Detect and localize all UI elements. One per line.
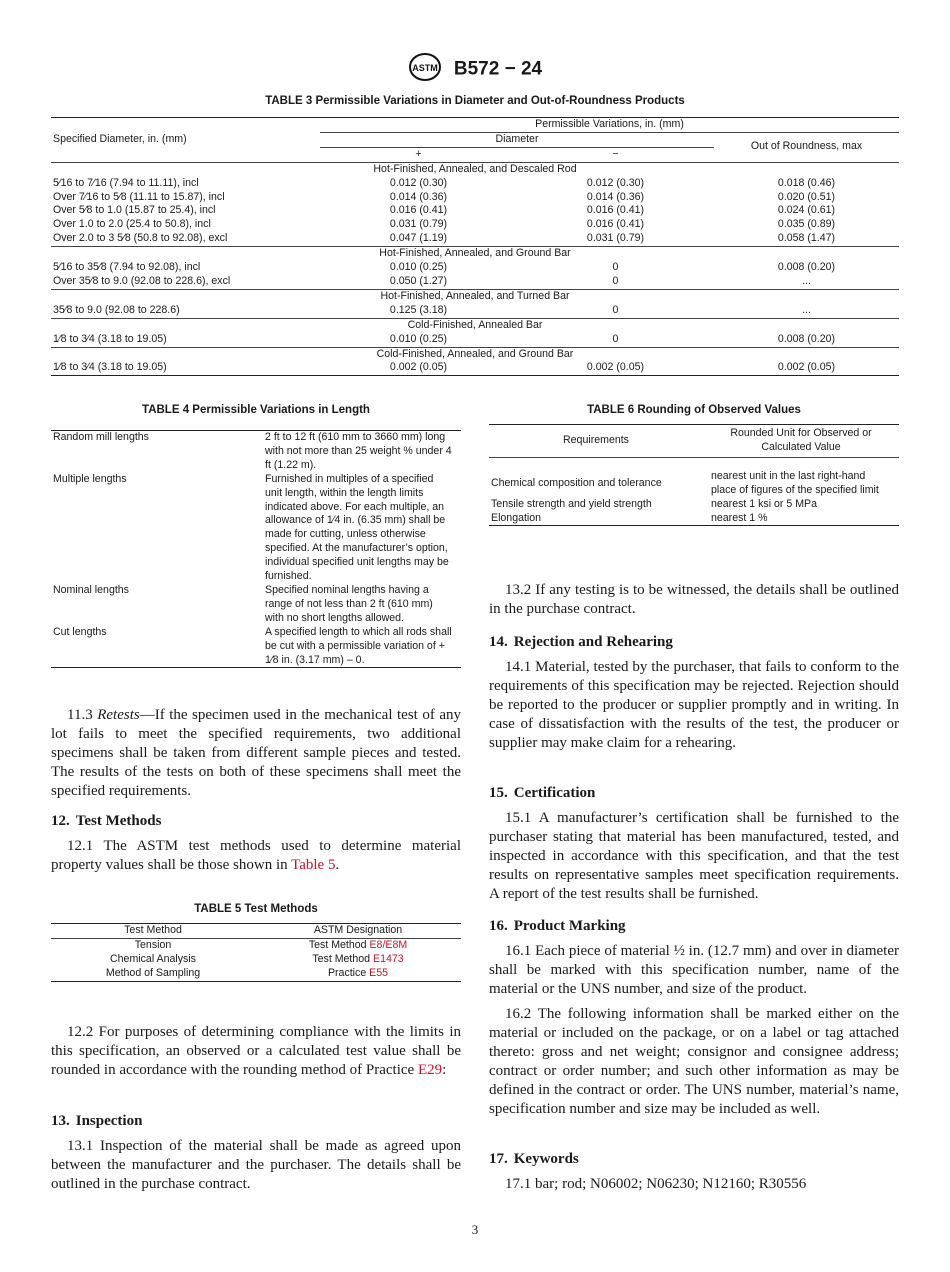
table3-section-row (51, 162, 899, 176)
table3-cell-plus: 0.016 (0.41) (389, 204, 448, 217)
table5-cell-astm (255, 967, 461, 981)
table6-cell-req: Elongation (491, 511, 542, 524)
table3-row (51, 191, 899, 205)
table5-cell-astm (255, 953, 461, 967)
table3-cell-plus: 0.012 (0.30) (389, 176, 448, 189)
table3-cell-plus: 0.047 (1.19) (389, 232, 448, 245)
table3-cell-spec: Over 2.0 to 3 5⁄8 (50.8 to 92.08), excl (53, 232, 228, 245)
table5-cell-method: Chemical Analysis (110, 952, 196, 965)
table5-designation-prefix: Test Method (308, 938, 370, 951)
table3-title: TABLE 3 Permissible Variations in Diameter and Out-of-Roundness Products (265, 95, 685, 107)
table5-designation-link[interactable]: E1473 (373, 952, 404, 965)
table6-cell-req: Chemical composition and tolerance (491, 476, 662, 489)
para-number: 11.3 (67, 707, 93, 723)
heading-12: 12. Test Methods (51, 813, 162, 829)
table3-row (51, 177, 899, 191)
table3-cell-spec: 1⁄8 to 3⁄4 (3.18 to 19.05) (53, 332, 167, 345)
table6-row (489, 457, 899, 497)
table6-row (489, 498, 899, 512)
table3-cell-spec: Over 5⁄8 to 1.0 (15.87 to 25.4), incl (53, 204, 216, 217)
table4-cell-type: Cut lengths (53, 625, 107, 638)
para-text: —If the specimen used in the mechanical test of any lot fails to meet the specified requirements, two additional specimens shall be taken from different sample pieces and tested. The results of the tests on both of these specimens shall meet the specified requirements. (51, 707, 461, 799)
table3-cell-oor: 0.018 (0.46) (777, 176, 836, 189)
page-number: 3 (471, 1222, 479, 1237)
para-16-1: 16.1 Each piece of material ½ in. (12.7 mm) and over in diameter shall be marked with this specification number, name of the material or the UNS number, and size of the product. (489, 943, 899, 997)
table3-cell-minus: 0.031 (0.79) (586, 232, 645, 245)
astm-logo-icon (408, 52, 442, 87)
table4-cell-desc: Furnished in multiples of a specified unit length, within the length limits indicated above. For each multiple, an allowance of 1⁄4 in. (6.35 mm) shall be made for cutting, unless otherwise specified. At the manufacturer’s option, individual specified unit lengths may be furnished. (265, 472, 449, 583)
para-14-1: 14.1 Material, tested by the purchaser, that fails to conform to the requirements of this specification may be rejected. Rejection should be reported to the producer or supplier promptly and in writing. In case of dissatisfaction with the results of the test, the producer or supplier may make claim for a rehearing. (489, 659, 899, 751)
table3-cell-oor: 0.024 (0.61) (777, 204, 836, 217)
table3-cell-spec: 35⁄8 to 9.0 (92.08 to 228.6) (53, 303, 180, 316)
heading-13: 13. Inspection (51, 1113, 143, 1129)
table3-section-row (51, 289, 899, 303)
svg-text:ASTM: ASTM (412, 63, 438, 73)
table3-section-title: Hot-Finished, Annealed, and Descaled Rod (51, 162, 899, 176)
table5-link[interactable]: Table 5 (291, 857, 336, 873)
table3-section-row (51, 318, 899, 332)
table5-designation-prefix: Practice (327, 966, 370, 979)
table4-cell-desc: A specified length to which all rods shall be cut with a permissible variation of + 1⁄8 in. (3.17 mm) – 0. (265, 625, 452, 666)
table4-title: TABLE 4 Permissible Variations in Length (142, 404, 370, 416)
table3-row (51, 361, 899, 375)
table3-section-row (51, 247, 899, 261)
heading-14: 14. Rejection and Rehearing (489, 634, 673, 650)
table5-designation-link[interactable]: E8/E8M (369, 938, 408, 951)
table3-row (51, 218, 899, 232)
table5-designation-prefix: Test Method (312, 952, 373, 965)
table5-title: TABLE 5 Test Methods (194, 903, 318, 915)
para-16-2: 16.2 The following information shall be marked either on the material or included on the package, or on a label or tag attached thereto: gross and net weight; consignor and consignee address; contract or order number; and such other information as may be defined in the contract or order. The UNS number, material’s name, specification number and size may be included as well. (489, 1006, 899, 1117)
table6-cell-unit: nearest 1 % (711, 511, 768, 524)
retests-term: Retests (97, 707, 140, 723)
table5-row (51, 967, 461, 981)
para-15-1: 15.1 A manufacturer’s certification shall be furnished to the purchaser stating that material has been manufactured, tested, and inspected in accordance with this specification, and that the test results on representative samples meet specification requirements. A report of the test results shall be furnished. (489, 810, 899, 902)
table4-cell-type: Random mill lengths (53, 431, 149, 443)
table4-row (51, 584, 461, 626)
table3-cell-oor: 0.020 (0.51) (777, 190, 836, 203)
table3-cell-oor: 0.035 (0.89) (777, 218, 836, 231)
table3-cell-plus: 0.014 (0.36) (389, 190, 448, 203)
page-header (0, 52, 950, 87)
table3-cell-minus: 0.014 (0.36) (586, 190, 645, 203)
table3-cell-spec: 5⁄16 to 35⁄8 (7.94 to 92.08), incl (53, 261, 201, 274)
table3-cell-minus: 0.002 (0.05) (586, 361, 645, 374)
table4-row (51, 626, 461, 668)
table5-col-method: Test Method (124, 924, 182, 936)
heading-15: 15. Certification (489, 785, 596, 801)
table3-section-title: Cold-Finished, Annealed Bar (51, 318, 899, 332)
table6-row (489, 512, 899, 526)
table3-cell-minus: 0 (612, 332, 619, 345)
para-12-1: 12.1 The ASTM test methods used to determine material property values shall be those shown in Table 5. (51, 838, 461, 873)
table3-cell-plus: 0.010 (0.25) (389, 332, 448, 345)
table4-cell-type: Multiple lengths (53, 472, 127, 485)
table3-cell-oor: 0.008 (0.20) (777, 332, 836, 345)
table4-cell-type: Nominal lengths (53, 583, 129, 596)
table4-cell-desc: 2 ft to 12 ft (610 mm to 3660 mm) long with not more than 25 weight % under 4 ft (1.22 m). (265, 431, 452, 471)
table3-section-title: Hot-Finished, Annealed, and Ground Bar (51, 247, 899, 261)
table3-cell-oor: ... (802, 303, 811, 316)
table3-cell-oor: 0.008 (0.20) (777, 261, 836, 274)
table4 (51, 430, 461, 668)
table3-cell-minus: 0.016 (0.41) (586, 204, 645, 217)
table3-cell-spec: 5⁄16 to 7⁄16 (7.94 to 11.11), incl (53, 176, 199, 189)
table3-section-title: Hot-Finished, Annealed, and Turned Bar (51, 289, 899, 303)
table5-cell-method: Method of Sampling (105, 966, 201, 979)
table6-col-unit: Rounded Unit for Observed or Calculated Value (730, 427, 872, 453)
table3-cell-minus: 0 (612, 303, 619, 316)
section-11-3 (51, 706, 461, 801)
doc-code: B572 − 24 (453, 58, 543, 80)
table3-cell-oor: 0.058 (1.47) (777, 232, 836, 245)
table3-col-spec: Specified Diameter, in. (mm) (53, 132, 187, 145)
table3-row (51, 275, 899, 289)
table6-col-req: Requirements (563, 433, 629, 446)
table3-row (51, 204, 899, 218)
table6-cell-req: Tensile strength and yield strength (491, 497, 652, 510)
table3-row (51, 232, 899, 246)
table3 (51, 117, 899, 376)
table3-col-diam: Diameter (320, 132, 714, 147)
table3-cell-minus: 0 (612, 274, 619, 287)
table3-cell-plus: 0.002 (0.05) (389, 361, 448, 374)
table5-col-astm: ASTM Designation (313, 924, 403, 936)
table3-cell-oor: ... (802, 274, 811, 287)
table3-cell-plus: 0.031 (0.79) (389, 218, 448, 231)
table3-cell-spec: Over 35⁄8 to 9.0 (92.08 to 228.6), excl (53, 274, 231, 287)
heading-17: 17. Keywords (489, 1151, 579, 1167)
table4-row (51, 473, 461, 584)
table5-cell-astm (255, 938, 461, 952)
table5-cell-method: Tension (134, 938, 172, 951)
table3-row (51, 261, 899, 275)
table5-row (51, 938, 461, 952)
table3-col-minus: − (612, 147, 619, 160)
table3-cell-plus: 0.050 (1.27) (389, 274, 448, 287)
table3-cell-minus: 0.016 (0.41) (586, 218, 645, 231)
table3-cell-spec: Over 1.0 to 2.0 (25.4 to 50.8), incl (53, 218, 211, 231)
table5-designation-link[interactable]: E55 (369, 966, 389, 979)
table6-cell-unit: nearest 1 ksi or 5 MPa (711, 497, 817, 510)
table3-col-plus: + (415, 147, 422, 160)
para-17-1: 17.1 bar; rod; N06002; N06230; N12160; R30556 (505, 1176, 807, 1192)
table3-cell-plus: 0.010 (0.25) (389, 261, 448, 274)
para-12-2: 12.2 For purposes of determining compliance with the limits in this specification, an observed or a calculated test value shall be rounded in accordance with the rounding method of Practice E29: (51, 1024, 461, 1078)
table4-cell-desc: Specified nominal lengths having a range of not less than 2 ft (610 mm) with no short lengths allowed. (265, 583, 433, 624)
table5-row (51, 953, 461, 967)
table3-row (51, 333, 899, 347)
table3-section-title: Cold-Finished, Annealed, and Ground Bar (51, 347, 899, 361)
table3-section-row (51, 347, 899, 361)
table4-row (51, 431, 461, 473)
table3-cell-oor: 0.002 (0.05) (777, 361, 836, 374)
table6 (489, 424, 899, 526)
table3-cell-spec: Over 7⁄16 to 5⁄8 (11.11 to 15.87), incl (53, 190, 225, 203)
para-13-2: 13.2 If any testing is to be witnessed, the details shall be outlined in the purchase contract. (489, 582, 899, 617)
table3-cell-minus: 0.012 (0.30) (586, 176, 645, 189)
table3-cell-spec: 1⁄8 to 3⁄4 (3.18 to 19.05) (53, 361, 167, 374)
table3-col-oor: Out of Roundness, max (750, 140, 863, 153)
table3-col-perm: Permissible Variations, in. (mm) (320, 118, 899, 133)
e29-link[interactable]: E29 (417, 1062, 443, 1078)
heading-16: 16. Product Marking (489, 918, 626, 934)
table3-cell-plus: 0.125 (3.18) (389, 303, 448, 316)
table6-title: TABLE 6 Rounding of Observed Values (587, 404, 801, 416)
table3-cell-minus: 0 (612, 261, 619, 274)
table5 (51, 923, 461, 982)
para-13-1: 13.1 Inspection of the material shall be made as agreed upon between the manufacturer and the purchaser. The details shall be outlined in the purchase contract. (51, 1138, 461, 1192)
table6-cell-unit: nearest unit in the last right-hand place of figures of the specified limit (711, 469, 879, 496)
table3-row (51, 304, 899, 318)
